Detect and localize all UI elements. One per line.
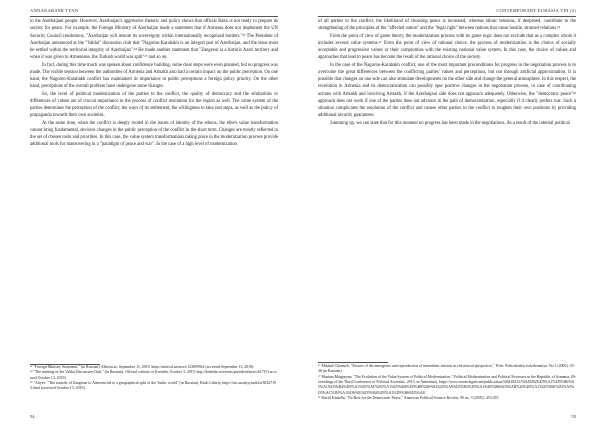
footnotes xyxy=(318,364,576,401)
paragraph: At the same time, when the conflict is deeply rooted in the issues of identity of the ethnos, the elite's value transformation cannot bring fundamental, decisive changes in the public perception of the conflict in the short term. Changes are mostly reflected in the set of chosen tools and priorities. In this case, the value system transformations taking place in the modernization process provide additional tools for maneuvering in a "paradigm of peace and war". In the case of a high level of modernization xyxy=(30,120,278,148)
footnote: ¹³ "Foreign Ministry Statement," (in Russian), Minval.az, September 11, 2019, https://minval.az/news/123899942 (accessed September 13, 2019). xyxy=(30,365,255,369)
paragraph: to the Azerbaijani people. However, Azerbaijan's aggressive rhetoric and policy shows that official Baku is not ready to prepare its society for peace. For example, the Foreign Ministry of Azerbaijan made a statement that if Armenia does not implement the UN Security Council resolutions, "Azerbaijan will restore its sovereignty within internationally recognized borders."¹³ The President of Azerbaijan announced at the "Valdai" discussion club that "Nagorno-Karabakh is an integral part of Azerbaijan, and the issue must be settled within the territorial integrity of Azerbaijan".¹⁴ He made another statement that "Zangezur is a historic Azeri territory and when it was given to Armenians, the Turkish world was split"¹⁵ and so on. xyxy=(30,19,278,61)
running-header-journal: CONTEMPORARY EURASIA VIII (2) xyxy=(496,8,576,13)
footnote: ¹⁸ David Kinsella, "No Rest for the Democratic Peace," American Political Science Review, 99 no. 3 (2005): 453-457. xyxy=(318,396,500,401)
footnote: ¹⁷ Mariam Margaryan, "The Evolution of the Value System of Political Modernization," Political Modernization and Political Processes in the Republic of Armenia, (Proceedings of the Third Conference of Political Scientists, 2013, in Armenian), https://www.researchgate.net/publication/326418412/%D4%B2%D5%A1%D5%B6%D5%A1%D5%B4%D5%A1%D5%AF%D5%A1%D5%B6%D5%B8%D6%82%D5%A9%D5%B5%D5%A1%D5%B6%D5%AB%20%D5%A1%D5%BE%D5%A5%D5%AC%D5%A1%D6%81%D5%B4%D5%A1%D5%B6%D5%A8 xyxy=(318,374,576,395)
footnote-rule xyxy=(318,362,388,363)
running-header-author: ANNAKARAMI TYAN xyxy=(30,8,79,13)
paragraph: In the case of the Nagorno-Karabakh conflict, one of the most important preconditions for progress in the negotiation process is to overcome the great differences between the conflicting parties' values and perceptions, but not through artificial approximation. It is possible that changes on one side can also stimulate developments on the other side and change the general atmosphere. In this respect, the revolution in Armenia and its democratization can possibly spur positive changes in the negotiation process, in case of coordinating actions with Artsakh and involving Artsakh, if the Azerbaijani side does not approach adequately. Otherwise, the "democratic peace"¹⁸ approach does not work if one of the parties does not advance in the path of democratization, especially if it clearly prefers war. Such a situation complicates the resolution of the conflict and causes other parties to the conflict to toughen their own positions by providing additional security guarantees. xyxy=(318,62,576,119)
header-rule xyxy=(30,16,278,17)
footnote: ¹⁴ "The meeting of the Valdai Discussion Club," (in Russian), Official website of Kremlin, October 3, 2019, http://kremlin.ru/events/president/news/61719 (accessed October 13, 2019). xyxy=(30,370,277,380)
paragraph: From the point of view of game theory, the modernization process with its game logic does not exclude that as a complex whole it includes several value systems.¹⁷ From the point of view of rational choice, the process of modernization is the choice of socially acceptable and progressive values or their compromise with the existing national value system. In this case, the choice of values and approaches that lead to peace has become the result of the rational choice of the society. xyxy=(318,33,576,61)
footnote: ¹⁵ "Aliyev: "The transfer of Zangezur to Armenia led to a geographical split of the Turkic world" (in Russian), Rudo Liberty, https://rus.azattyq.mobi/a/30227193.html (accessed October 13, 2019). xyxy=(30,381,276,391)
body-text xyxy=(30,18,278,149)
footnotes xyxy=(30,365,278,392)
paragraph: of all parties to the conflict, the likelihood of choosing peace is increased, whereas ethnic tensions, if deepened, contribute to the strengthening of the principles of the "affected nation" and the "legal right" between nations that cause hostile, strained relations.¹⁶ xyxy=(318,19,576,32)
footnote: ¹⁶ Mikhail Cherniyk, "Factors of the emergence and reproduction of interethnic tension in a historical perspective," Polis. Politicheskie issledovaniya, No 5 (2006): 25-36 (in Russian). xyxy=(318,364,575,374)
paragraph: So, the level of political modernization of the parties to the conflict, the quality of democracy and the similarities or differences of values are of crucial importance in the process of conflict resolution for the region as well. The value system of the parties determines the perception of the conflict, the ways of its settlement, the willingness to take real steps, as well as the policy of propaganda towards their own societies. xyxy=(30,91,278,119)
page-number: 55 xyxy=(571,414,576,419)
paragraph: Summing up, we can state that for this moment no progress has been made in the negotiations. As a result of the internal political xyxy=(330,120,570,126)
paragraph: In fact, during this time much was spoken about confidence building, some clear steps were even planned, but no progress was made. The visible tension between the authorities of Armenia and Artsakh also had a certain impact on the public perception. On one hand, the Nagorno-Karabakh conflict has maintained its importance in public perceptions a foreign policy priority. On the other hand, perceptions of the overall problem have undergone some changes. xyxy=(30,62,278,90)
page-number: 54 xyxy=(30,414,35,419)
right-page xyxy=(300,0,600,424)
body-text xyxy=(318,18,576,127)
header-rule xyxy=(318,16,576,17)
